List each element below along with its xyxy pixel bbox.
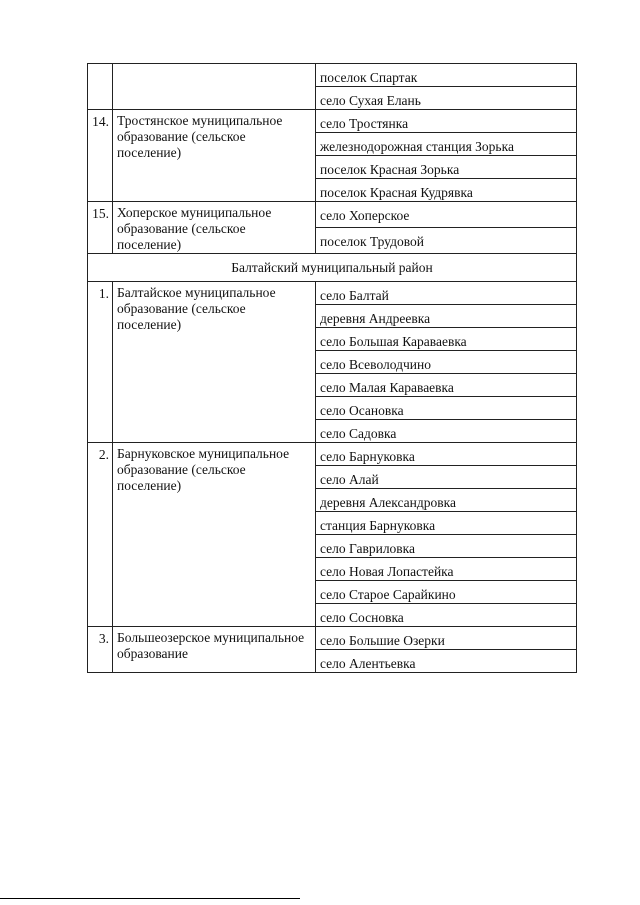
settlement-name: село Балтай [316, 282, 577, 305]
row-number: 14. [88, 110, 113, 202]
settlement-name: поселок Спартак [316, 64, 577, 87]
settlement-name: село Алай [316, 466, 577, 489]
row-number [88, 64, 113, 110]
settlement-name: поселок Красная Кудрявка [316, 179, 577, 202]
municipality-name: Большеозерское муниципальное образование [113, 627, 316, 673]
row-number: 2. [88, 443, 113, 627]
municipality-name: Тростянское муниципальное образование (сельское поселение) [113, 110, 316, 202]
settlement-name: село Алентьевка [316, 650, 577, 673]
row-number: 15. [88, 202, 113, 254]
settlement-name: село Большая Караваевка [316, 328, 577, 351]
settlement-name: село Старое Сарайкино [316, 581, 577, 604]
row-number: 3. [88, 627, 113, 673]
municipality-name: Хоперское муниципальное образование (сельское поселение) [113, 202, 316, 254]
settlement-name: село Тростянка [316, 110, 577, 133]
row-number: 1. [88, 282, 113, 443]
table-row [88, 443, 577, 466]
municipality-name: Барнуковское муниципальное образование (сельское поселение) [113, 443, 316, 627]
table-row [88, 282, 577, 305]
settlement-name: село Осановка [316, 397, 577, 420]
municipality-name: Балтайское муниципальное образование (сельское поселение) [113, 282, 316, 443]
document-page [87, 63, 577, 673]
settlement-name: деревня Андреевка [316, 305, 577, 328]
settlement-name: село Сухая Елань [316, 87, 577, 110]
settlement-name: село Большие Озерки [316, 627, 577, 650]
settlement-name: деревня Александровка [316, 489, 577, 512]
settlement-name: село Малая Караваевка [316, 374, 577, 397]
settlement-name: село Садовка [316, 420, 577, 443]
settlement-name: село Сосновка [316, 604, 577, 627]
settlement-name: станция Барнуковка [316, 512, 577, 535]
municipality-name [113, 64, 316, 110]
table-row [88, 64, 577, 87]
settlement-name: поселок Красная Зорька [316, 156, 577, 179]
settlements-table [87, 63, 577, 673]
settlement-name: село Барнуковка [316, 443, 577, 466]
settlement-name: село Всеволодчино [316, 351, 577, 374]
table-row [88, 110, 577, 133]
district-header-row [88, 254, 577, 282]
district-header: Балтайский муниципальный район [88, 254, 577, 282]
table-row [88, 627, 577, 650]
scan-edge-line [0, 898, 300, 899]
settlement-name: село Новая Лопастейка [316, 558, 577, 581]
settlement-name: железнодорожная станция Зорька [316, 133, 577, 156]
settlement-name: село Хоперское [316, 202, 577, 228]
table-row [88, 202, 577, 228]
settlement-name: поселок Трудовой [316, 228, 577, 254]
settlement-name: село Гавриловка [316, 535, 577, 558]
